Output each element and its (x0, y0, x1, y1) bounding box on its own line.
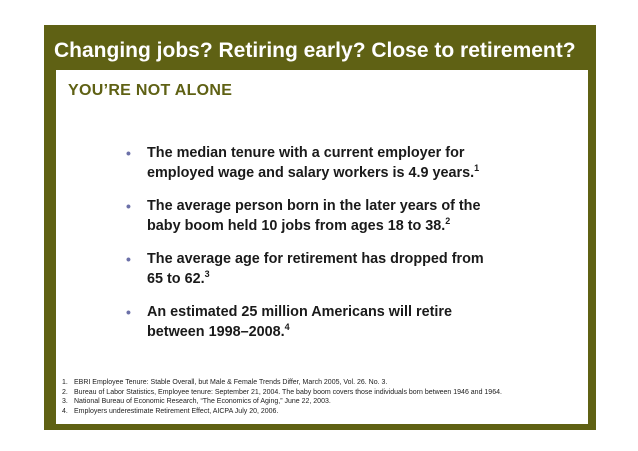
bullet-dot-icon: • (126, 251, 131, 267)
footnote (62, 378, 502, 388)
footnote-text: Employers underestimate Retirement Effect, AICPA July 20, 2006. (74, 407, 279, 415)
footnote-number: 1. (62, 379, 68, 386)
footnote (62, 388, 502, 398)
bullet-list (126, 143, 556, 342)
footnote (62, 397, 502, 407)
bullet-line: 65 to 62. (147, 271, 205, 287)
footnote-ref: 4 (284, 322, 290, 333)
footnote-text: Bureau of Labor Statistics, Employee tenure: September 21, 2004. The baby boom covers those individuals born between 1946 and 1964. (74, 388, 502, 396)
bullet-line: The average age for retirement has dropped from (147, 251, 484, 267)
bullet-dot-icon: • (126, 198, 131, 214)
footnote (62, 407, 502, 417)
bullet-line: The average person born in the later years of the (147, 198, 481, 214)
slide-title: Changing jobs? Retiring early? Close to retirement? (54, 39, 576, 62)
footnote-text: EBRI Employee Tenure: Stable Overall, but Male & Female Trends Differ, March 2005, Vol. 26. No. 3. (74, 379, 388, 386)
bullet-item (126, 302, 556, 342)
bullet-line: between 1998–2008. (147, 324, 285, 340)
bullet-line: An estimated 25 million Americans will retire (147, 304, 452, 320)
footnote-ref: 3 (204, 269, 210, 280)
bullet-line: baby boom held 10 jobs from ages 18 to 38. (147, 218, 446, 234)
footnote-ref: 2 (445, 216, 451, 227)
section-subtitle: YOU’RE NOT ALONE (68, 82, 233, 99)
bullet-item (126, 143, 556, 183)
bullet-dot-icon: • (126, 304, 131, 320)
footnote-text: National Bureau of Economic Research, “The Economics of Aging,” June 22, 2003. (74, 398, 331, 405)
bullet-line: employed wage and salary workers is 4.9 years. (147, 165, 475, 181)
bullet-item (126, 249, 556, 289)
footnote-number: 3. (62, 398, 68, 405)
footnote-number: 2. (62, 388, 68, 396)
footnote-ref: 1 (474, 163, 480, 174)
content-panel (56, 70, 588, 424)
bullet-item (126, 196, 556, 236)
footnote-number: 4. (62, 407, 68, 415)
footnote-list (62, 378, 502, 416)
bullet-line: The median tenure with a current employer for (147, 145, 465, 161)
bullet-dot-icon: • (126, 145, 131, 161)
